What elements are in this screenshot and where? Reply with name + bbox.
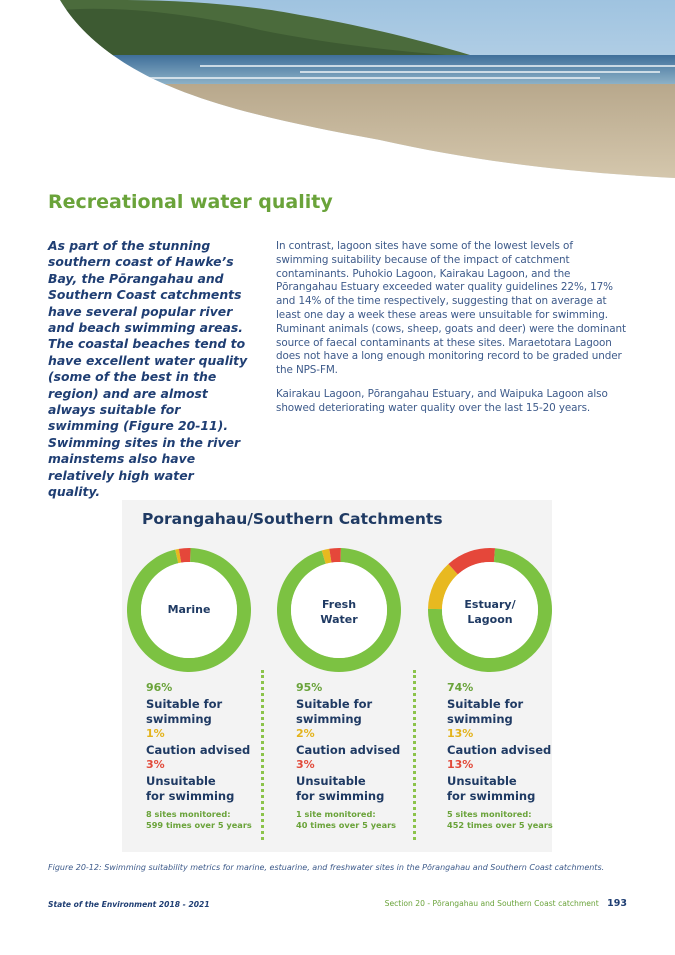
unsuitable-percent: 3% — [146, 758, 165, 771]
monitoring-note: 8 sites monitored: 599 times over 5 years — [146, 809, 252, 830]
suitable-percent: 95% — [296, 681, 323, 694]
section-title: Recreational water quality — [48, 191, 333, 213]
unsuitable-percent: 3% — [296, 758, 315, 771]
hero-beach-photo — [0, 0, 675, 190]
unsuitable-label: Unsuitable for swimming — [447, 774, 536, 803]
unsuitable-percent: 13% — [447, 758, 474, 771]
donut-label: Fresh Water — [320, 598, 358, 626]
dotted-divider — [413, 670, 416, 840]
fresh-water-column — [276, 547, 406, 852]
footer-section-title: Section 20 - Pōrangahau and Southern Coast catchment — [384, 899, 599, 908]
caution-percent: 13% — [447, 727, 474, 740]
unsuitable-label: Unsuitable for swimming — [296, 774, 385, 803]
stats-block — [296, 681, 411, 831]
suitable-percent: 96% — [146, 681, 173, 694]
donut-label: Estuary/ Lagoon — [464, 598, 516, 626]
footer-report-title: State of the Environment 2018 - 2021 — [48, 900, 210, 909]
suitable-label: Suitable for swimming — [447, 697, 524, 726]
caution-percent: 1% — [146, 727, 165, 740]
monitoring-note: 5 sites monitored: 452 times over 5 years — [447, 809, 553, 830]
swimming-suitability-infographic — [122, 500, 552, 852]
caution-percent: 2% — [296, 727, 315, 740]
infographic-title: Porangahau/Southern Catchments — [142, 510, 443, 528]
stats-block — [146, 681, 261, 831]
donut-label: Marine — [167, 603, 211, 616]
figure-caption: Figure 20-12: Swimming suitability metrics for marine, estuarine, and freshwater sites in the Pōrangahau and Southern Coast catchments. — [48, 863, 605, 872]
intro-paragraph: As part of the stunning southern coast of Hawke’s Bay, the Pōrangahau and Southern Coast catchments have several popular river and beach swimming areas. The coastal beaches tend to have excellent water quality (some of the best in the region) and are almost always suitable for swimming (Figure 20-11). Swimming sites in the river mainstems also have relatively high water quality. — [48, 238, 248, 500]
marine-column — [126, 547, 256, 852]
body-column — [276, 240, 628, 426]
caution-label: Caution advised — [296, 743, 401, 757]
suitable-percent: 74% — [447, 681, 474, 694]
suitable-label: Suitable for swimming — [296, 697, 373, 726]
estuary-lagoon-column — [427, 547, 557, 852]
page-number: 193 — [607, 898, 627, 909]
body-paragraph: In contrast, lagoon sites have some of the lowest levels of swimming suitability because of the impact of catchment contaminants. Puhokio Lagoon, Kairakau Lagoon, and the Pōrangahau Estuary exceeded water quality guidelines 22%, 17% and 14% of the time respectively, suggesting that on average at least one day a week these areas were unsuitable for swimming. Ruminant animals (cows, sheep, goats and deer) were the dominant source of faecal contaminants at these sites. Maraetotara Lagoon does not have a long enough monitoring record to be graded under the NPS-FM. — [276, 240, 626, 377]
caution-label: Caution advised — [146, 743, 251, 757]
caution-label: Caution advised — [447, 743, 552, 757]
dotted-divider — [261, 670, 264, 840]
stats-block — [447, 681, 562, 831]
body-paragraph: Kairakau Lagoon, Pōrangahau Estuary, and Waipuka Lagoon also showed deteriorating water quality over the last 15-20 years. — [276, 387, 608, 414]
footer-section — [385, 898, 627, 909]
monitoring-note: 1 site monitored: 40 times over 5 years — [296, 809, 397, 830]
suitable-label: Suitable for swimming — [146, 697, 223, 726]
unsuitable-label: Unsuitable for swimming — [146, 774, 235, 803]
